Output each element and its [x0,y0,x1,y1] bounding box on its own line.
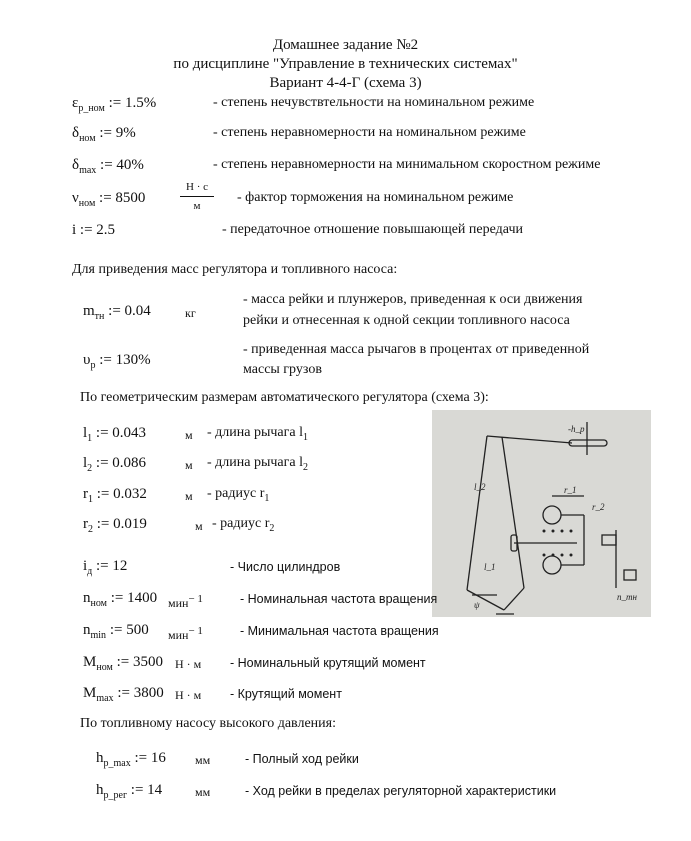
param-m-max-comment: - Крутящий момент [230,687,342,701]
mass-heading: Для приведения масс регулятора и топливного насоса: [72,262,398,277]
param-r2-unit: м [195,519,203,533]
param-l1-unit: м [185,428,193,442]
param-m-tn-comment-2: рейки и отнесенная к одной секции топливного насоса [243,313,570,328]
doc-discipline: по дисциплине "Управление в технических системах" [173,56,518,72]
param-i-d: $i_д$ := 12 [83,558,128,577]
param-m-max-unit: Н · м [175,688,202,702]
param-r2-comment: - радиус $r_2$ [212,516,275,534]
param-v-p: $\upsilon_р$ := 130% [83,352,151,371]
param-i-d-comment: - Число цилиндров [230,560,341,574]
regulator-scheme-image [432,410,651,617]
label-psi: ψ [474,600,480,610]
pump-heading: По топливному насосу высокого давления: [80,716,336,731]
label-l2: l_2 [474,482,486,492]
param-nu-unit: Н · с м [180,180,214,213]
param-n-nom-comment: - Номинальная частота вращения [240,592,438,606]
label-hp: -h_р [568,424,585,434]
param-l1: $l_1$ := 0.043 [83,425,147,444]
param-eps-comment: - степень нечувствтельности на номинальном режиме [213,95,535,110]
param-eps: $\varepsilon_{р\_ном}$ := 1.5% [72,95,157,114]
param-hp-reg-unit: мм [195,785,211,799]
param-n-min-comment: - Минимальная частота вращения [240,624,439,638]
param-hp-reg-comment: - Ход рейки в пределах регуляторной характеристики [245,784,557,798]
param-r2: $r_2$ := 0.019 [83,516,147,535]
param-r1: $r_1$ := 0.032 [83,486,147,505]
param-m-tn-unit: кг [185,306,196,320]
doc-title: Домашнее задание №2 [272,37,419,53]
doc-variant: Вариант 4-4-Г (схема 3) [269,75,422,91]
param-delta-nom-comment: - степень неравномерности на номинальном режиме [213,125,526,140]
param-hp-max: $h_{p\_max}$ := 16 [96,750,166,769]
geometry-heading: По геометрическим размерам автоматического регулятора (схема 3): [80,390,489,405]
param-r1-comment: - радиус $r_1$ [207,486,270,504]
param-n-min: $n_{min}$ := 500 [83,622,149,641]
param-n-min-unit: мин$^{- 1}$ [168,625,203,642]
label-r1: r_1 [564,485,577,495]
param-n-nom-unit: мин$^{- 1}$ [168,593,203,610]
param-hp-max-unit: мм [195,753,211,767]
param-l1-comment: - длина рычага $l_1$ [207,425,308,443]
param-l2-unit: м [185,458,193,472]
param-nu: $\nu_{ном}$ := 8500 [72,190,146,209]
param-i: i := 2.5 [72,222,116,238]
param-i-comment: - передаточное отношение повышающей передачи [222,222,523,237]
param-delta-nom: $\delta_{ном}$ := 9% [72,125,136,144]
param-m-tn: $m_{тн}$ := 0.04 [83,303,151,322]
param-m-nom-comment: - Номинальный крутящий момент [230,656,426,670]
param-delta-max: $\delta_{max}$ := 40% [72,157,144,176]
label-l1: l_1 [484,562,496,572]
param-hp-reg: $h_{p\_рег}$ := 14 [96,782,163,801]
param-nu-comment: - фактор торможения на номинальном режиме [237,190,514,205]
param-n-nom: $n_{ном}$ := 1400 [83,590,158,609]
param-m-nom-unit: Н · м [175,657,202,671]
param-delta-max-comment: - степень неравномерности на минимальном скоростном режиме [213,157,601,172]
param-l2-comment: - длина рычага $l_2$ [207,455,308,473]
label-n-tn: n_тн [617,592,637,602]
param-r1-unit: м [185,489,193,503]
param-v-p-comment-2: массы грузов [243,362,322,377]
param-m-max: $M_{max}$ := 3800 [83,685,164,704]
param-hp-max-comment: - Полный ход рейки [245,752,359,766]
param-l2: $l_2$ := 0.086 [83,455,147,474]
param-m-nom: $M_{ном}$ := 3500 [83,654,163,673]
param-m-tn-comment-1: - масса рейки и плунжеров, приведенная к оси движения [243,292,583,307]
param-v-p-comment-1: - приведенная масса рычагов в процентах от приведенной [243,342,590,357]
label-r2: r_2 [592,502,605,512]
